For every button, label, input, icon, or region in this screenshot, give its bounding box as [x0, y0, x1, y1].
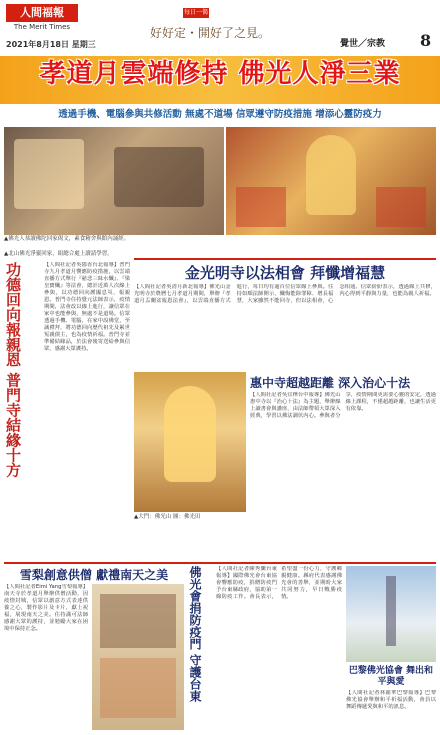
- daily-verse-tag: 每日一偈: [183, 9, 208, 16]
- newspaper-logo: 人間福報: [6, 4, 78, 22]
- section-label: 覺世／宗教: [340, 39, 386, 49]
- article4-title: 雪梨創意供僧 獻禮南天之美: [19, 568, 169, 582]
- article6-title: 巴黎佛光協會 舞出和平與愛: [348, 666, 434, 687]
- flower-shape-right: [376, 187, 426, 227]
- photo-b-caption: ▲大門：佛光山 圖：佛光田: [134, 514, 201, 520]
- article2-body: 【人間社記者吳清月新北報導】佛光山金光明寺於農曆七月孝道月期間，舉辦『孝道月盂蘭盆報恩法會』，以雲端直播方式進行，每日均有逾百位信眾線上參與。住持如順法師開示，懺悔能除罪障、增長福慧，大家雖然不能回寺，但以法相會，心念相通。信眾紛紛表示，透過線上共修，內心得到平靜與力量，也能為親人祈福。: [134, 284, 436, 304]
- daily-verse: 好好定・開好了之見。: [149, 26, 270, 40]
- buddha-statue-shape: [306, 135, 356, 215]
- photo-a-caption-1: ▲佛光人恭讀佛陀回家偈文，素食精舍與館內誦經。: [4, 236, 130, 242]
- issue-date: 2021年8月18日 星期三: [6, 40, 96, 49]
- photo-offering-shape: [100, 658, 176, 718]
- bottom-rule: [4, 562, 436, 564]
- article1-title-box: [4, 262, 42, 562]
- photo-temple-shape: [100, 594, 176, 648]
- article2-rule: [134, 258, 436, 260]
- sub-headline: 透過手機、電腦參與共修活動 無處不道場 信眾遵守防疫措施 增添心靈防疫力: [0, 104, 440, 126]
- article3-title: 惠中寺超越距離 深入治心十法: [250, 376, 411, 390]
- photo-sydney-offering: [92, 584, 184, 730]
- article4-body: 【人間社記者Eimi Yang雪梨報導】南天寺於孝道月舉辦供僧活動，因疫情封城，信眾以創意方式表達供養之心，製作影片及卡片，獻上祝福，展現南天之美。住持滿可法師感謝大眾的護持，並勉勵大家在困境中保持正念。: [4, 584, 88, 632]
- photo-golden-buddha: [134, 372, 246, 512]
- article1-body: 【人間社記者吳隱香台北報導】普門寺九月孝道月響應防疫措施，以雲端直播方式舉行『慈悲三昧水懺』、『梁皇寶懺』等法會，總計近萬人次線上參與，以功德回向護國息災、報親恩。普門寺住持覺元法師表示，疫情期間，法會改以線上進行，讓信眾在家中也能參與，無處不是道場。信眾透過手機、電腦，在家中設佛堂，至誠禮拜，將功德回向歷代祖先及累世冤親債主，也為疫情祈福。普門寺並準備結緣品，於法會後寄送給參與信眾，感謝大眾護持。: [44, 262, 130, 352]
- photo-a-caption-2: ▲北山佛光淨靈回家，組總合處上讀請學習。: [4, 251, 113, 257]
- newspaper-logo-subtitle: The Merit Times: [13, 23, 71, 31]
- article5-body: 【人間社記者陳秀蘭台東報導】國際佛光會台東協會響應防疫，捐贈防疫門予台東縣政府，協助第一線防疫工作。會長表示，希望盡一份心力，守護鄉親健康。縣府代表感謝佛光會的善舉，並期盼大家共同努力，早日戰勝疫情。: [216, 566, 342, 600]
- article1-title: 功德回向報親恩 普門寺結緣十方: [4, 262, 22, 478]
- photo-chanting-at-home: [4, 127, 224, 235]
- article6-body: 【人間社記者林麗華巴黎報導】巴黎佛光協會舉辦和平祈福活動，會員以舞蹈傳遞愛與和平的訊息。: [346, 690, 436, 710]
- golden-buddha-shape: [164, 386, 216, 482]
- photo-buddha-hall: [226, 127, 436, 235]
- flower-shape: [236, 187, 286, 227]
- eiffel-tower-shape: [386, 576, 396, 646]
- article3-body: 【人間社記者吳宜樺台中報導】佛光山惠中寺以『治心十法』為主題，舉辦線上讀書會與講座，由法師帶領大眾深入經典，學習以佛法調伏內心。參與者分享，疫情期間更需要心靈的安定，透過線上課程，不僅超越距離，也讓生活更有依靠。: [250, 392, 436, 419]
- article5-title: 佛光會捐防疫門 守護台東: [188, 566, 202, 703]
- article2-title: 金光明寺以法相會 拜懺增福慧: [184, 264, 386, 282]
- photo-paris-dance: [346, 566, 436, 662]
- page-number: 8: [420, 31, 432, 50]
- photo-hall-shape: [114, 147, 204, 207]
- main-headline: 孝道月雲端修持 佛光人淨三業: [39, 59, 401, 89]
- article5-title-box: [188, 566, 214, 730]
- photo-altar-shape: [14, 139, 84, 209]
